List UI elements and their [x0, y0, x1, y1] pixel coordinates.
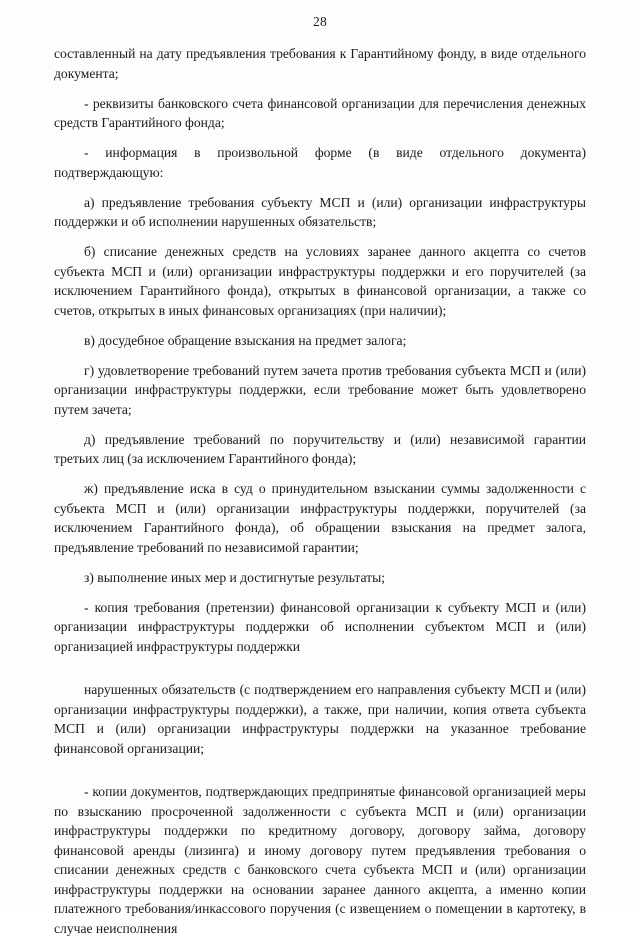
page-number: 28: [312, 14, 328, 29]
paragraph-13: - копии документов, подтверждающих предпринятые финансовой организацией меры по взысканию просроченной задолженности с субъекта МСП и (или) организации инфраструктуры поддержки по кредитному договору, договору займа, договору финансовой аренды (лизинга) и иному договору путем предъявления требования о списании денежных средств с банковского счета субъекта МСП и (или) организации инфраструктуры поддержки на основании заранее данного акцепта, а именно копии платежного требования/инкассового поручения (с извещением о помещении в картотеку, в случае неисполнения: [54, 784, 586, 936]
paragraph-2: - реквизиты банковского счета финансовой организации для перечисления денежных средств Гарантийного фонда;: [54, 95, 586, 130]
paragraph-5: б) списание денежных средств на условиях заранее данного акцепта со счетов субъекта МСП и (или) организации инфраструктуры поддержки и его поручителей (за исключением Гарантийного фонда), открытых в финансовой организации, а также со счетов, открытых в иных финансовых организациях (при наличии);: [54, 244, 586, 318]
paragraph-12: нарушенных обязательств (с подтверждением его направления субъекту МСП и (или) организации инфраструктуры поддержки), а также, при наличии, копия ответа субъекта МСП и (или) организации инфраструктуры поддержки на указанное требование финансовой организации;: [54, 682, 586, 756]
paragraph-8: д) предъявление требований по поручительству и (или) независимой гарантии третьих лиц (за исключением Гарантийного фонда);: [54, 431, 586, 466]
paragraph-3: - информация в произвольной форме (в виде отдельного документа) подтверждающую:: [54, 145, 586, 180]
paragraph-6: в) досудебное обращение взыскания на предмет залога;: [84, 332, 407, 348]
paragraph-1: составленный на дату предъявления требования к Гарантийному фонду, в виде отдельного документа;: [54, 46, 586, 81]
paragraph-11: - копия требования (претензии) финансовой организации к субъекту МСП и (или) организации инфраструктуры поддержки об исполнении субъектом МСП и (или) организацией инфраструктуры поддержки: [54, 599, 586, 654]
paragraph-10: з) выполнение иных мер и достигнутые результаты;: [84, 569, 386, 585]
paragraph-9: ж) предъявление иска в суд о принудительном взыскании суммы задолженности с субъекта МСП и (или) организации инфраструктуры поддержки, поручителей (за исключением Гарантийного фонда), об обращении взыскания на предмет залога, предъявление требований по независимой гарантии;: [54, 481, 586, 555]
document-body: [54, 44, 586, 949]
paragraph-4: а) предъявление требования субъекту МСП и (или) организации инфраструктуры поддержки и об исполнении нарушенных обязательств;: [54, 194, 586, 229]
paragraph-7: г) удовлетворение требований путем зачета против требования субъекта МСП и (или) организации инфраструктуры поддержки, если требование может быть удовлетворено путем зачета;: [54, 362, 586, 417]
